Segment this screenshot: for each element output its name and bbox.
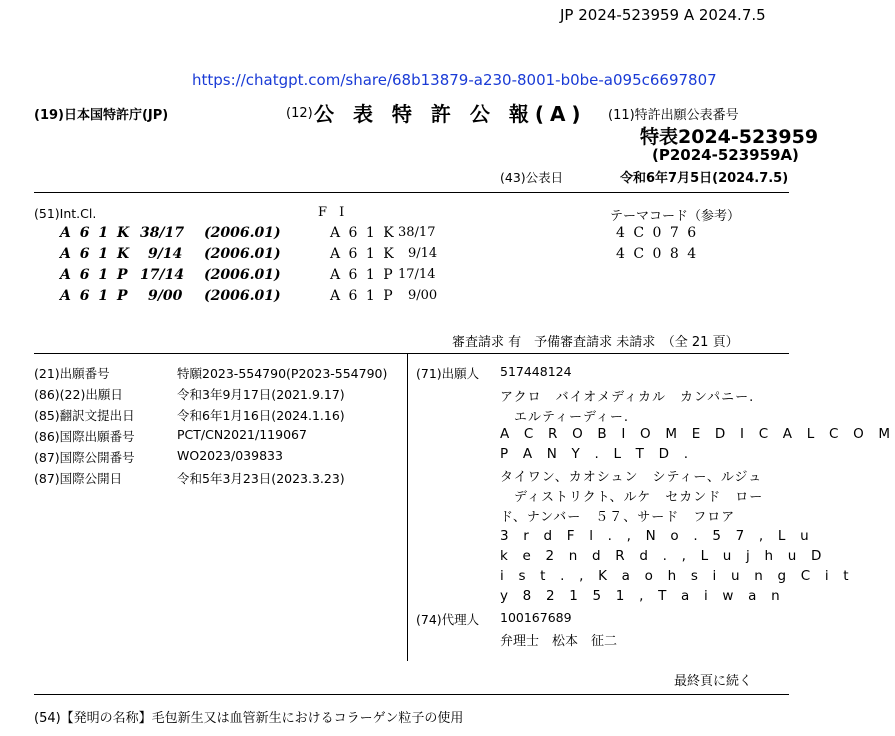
applicant-name-ja: アクロ バイオメディカル カンパニー.	[500, 390, 755, 405]
agent-name: 弁理士 松本 征二	[500, 634, 618, 649]
ipc-group: 9/00	[148, 288, 183, 304]
patent-office: (19)日本国特許庁(JP)	[34, 108, 169, 123]
document-id: JP 2024-523959 A 2024.7.5	[560, 6, 766, 24]
continued-note: 最終頁に続く	[674, 674, 753, 689]
fi-group: 38/17	[398, 225, 436, 240]
fi-class: A 6 1 P	[330, 288, 395, 304]
bib-value: 令和3年9月17日(2021.9.17)	[177, 387, 345, 402]
bib-row	[34, 448, 404, 468]
applicant-name-en: A C R O B I O M E D I C A L C O M	[500, 426, 895, 442]
ipc-version: (2006.01)	[204, 288, 281, 304]
classification-row	[60, 267, 760, 287]
applicant-name-en-cont: P A N Y . L T D .	[500, 446, 694, 462]
ipc-class: A 6 1 P	[60, 288, 130, 304]
ipc-group: 38/17	[140, 225, 185, 241]
publication-number-alt: (P2024-523959A)	[652, 146, 799, 164]
divider-top	[34, 192, 789, 193]
fi-group: 9/14	[408, 246, 438, 261]
theme-code: 4 C 0 8 4	[616, 246, 699, 262]
theme-code-label: テーマコード（参考）	[610, 209, 741, 224]
intcl-label: (51)Int.Cl.	[34, 206, 97, 221]
bib-label: (87)国際公開日	[34, 471, 123, 486]
applicant-address-ja: タイワン、カオシュン シティー、ルジュ	[500, 470, 763, 485]
bib-label: (21)出願番号	[34, 366, 110, 381]
fi-class: A 6 1 K	[330, 225, 396, 241]
publication-kind-title: 公 表 特 許 公 報(A)	[314, 102, 587, 126]
bib-row	[34, 406, 404, 426]
agent-id: 100167689	[500, 610, 572, 625]
ipc-version: (2006.01)	[204, 267, 281, 283]
bib-label: (87)国際公開番号	[34, 450, 135, 465]
bib-row	[34, 385, 404, 405]
divider-middle	[34, 353, 789, 354]
bib-label: (86)(22)出願日	[34, 387, 123, 402]
publication-number-label: (11)特許出願公表番号	[608, 108, 739, 123]
agent-label: (74)代理人	[416, 612, 480, 627]
applicant-address-ja: ディストリクト、ルケ セカンド ロー	[500, 490, 764, 505]
bib-value: 令和5年3月23日(2023.3.23)	[177, 471, 345, 486]
divider-bottom	[34, 694, 789, 695]
invention-title: (54)【発明の名称】毛包新生又は血管新生におけるコラーゲン粒子の使用	[34, 711, 464, 726]
fi-class: A 6 1 K	[330, 246, 396, 262]
bib-row	[34, 427, 404, 447]
column-separator	[407, 354, 408, 661]
fi-group: 9/00	[408, 288, 438, 303]
theme-code: 4 C 0 7 6	[616, 225, 699, 241]
bib-label: (86)国際出願番号	[34, 429, 135, 444]
applicant-label: (71)出願人	[416, 366, 480, 381]
fi-group: 17/14	[398, 267, 436, 282]
examination-status: 審査請求 有 予備審査請求 未請求 （全 21 頁）	[452, 335, 739, 350]
applicant-address-en: 3 r d F l . , N o . 5 7 , L u	[500, 528, 814, 544]
ipc-group: 9/14	[148, 246, 183, 262]
ipc-class: A 6 1 K	[60, 246, 132, 262]
applicant-address-en: k e 2 n d R d . , L u j h u D	[500, 548, 827, 564]
ipc-version: (2006.01)	[204, 246, 281, 262]
bib-value: 令和6年1月16日(2024.1.16)	[177, 408, 345, 423]
share-link[interactable]: https://chatgpt.com/share/68b13879-a230-8001-b0be-a095c6697807	[192, 71, 717, 89]
classification-row	[60, 225, 760, 245]
ipc-class: A 6 1 K	[60, 225, 132, 241]
bib-value: WO2023/039833	[177, 448, 283, 463]
applicant-id: 517448124	[500, 364, 572, 379]
classification-row	[60, 288, 760, 308]
applicant-name-ja-cont: エルティーディー.	[500, 410, 630, 425]
bib-row	[34, 469, 404, 489]
bib-label: (85)翻訳文提出日	[34, 408, 135, 423]
applicant-address-ja: ド、ナンバー ５７、サード フロア	[500, 510, 736, 525]
ipc-group: 17/14	[140, 267, 185, 283]
fi-label: F I	[318, 205, 349, 220]
bib-value: 特願2023-554790(P2023-554790)	[177, 366, 388, 381]
publication-date-label: (43)公表日	[500, 170, 564, 185]
bib-value: PCT/CN2021/119067	[177, 427, 307, 442]
ipc-class: A 6 1 P	[60, 267, 130, 283]
applicant-address-en: y 8 2 1 5 1 , T a i w a n	[500, 588, 785, 604]
publication-date: 令和6年7月5日(2024.7.5)	[620, 171, 789, 186]
kind-code: (12)	[286, 106, 313, 121]
bib-row	[34, 364, 404, 384]
classification-row	[60, 246, 760, 266]
applicant-address-en: i s t . , K a o h s i u n g C i t	[500, 568, 854, 584]
publication-number: 特表2024-523959	[640, 126, 819, 148]
fi-class: A 6 1 P	[330, 267, 395, 283]
ipc-version: (2006.01)	[204, 225, 281, 241]
